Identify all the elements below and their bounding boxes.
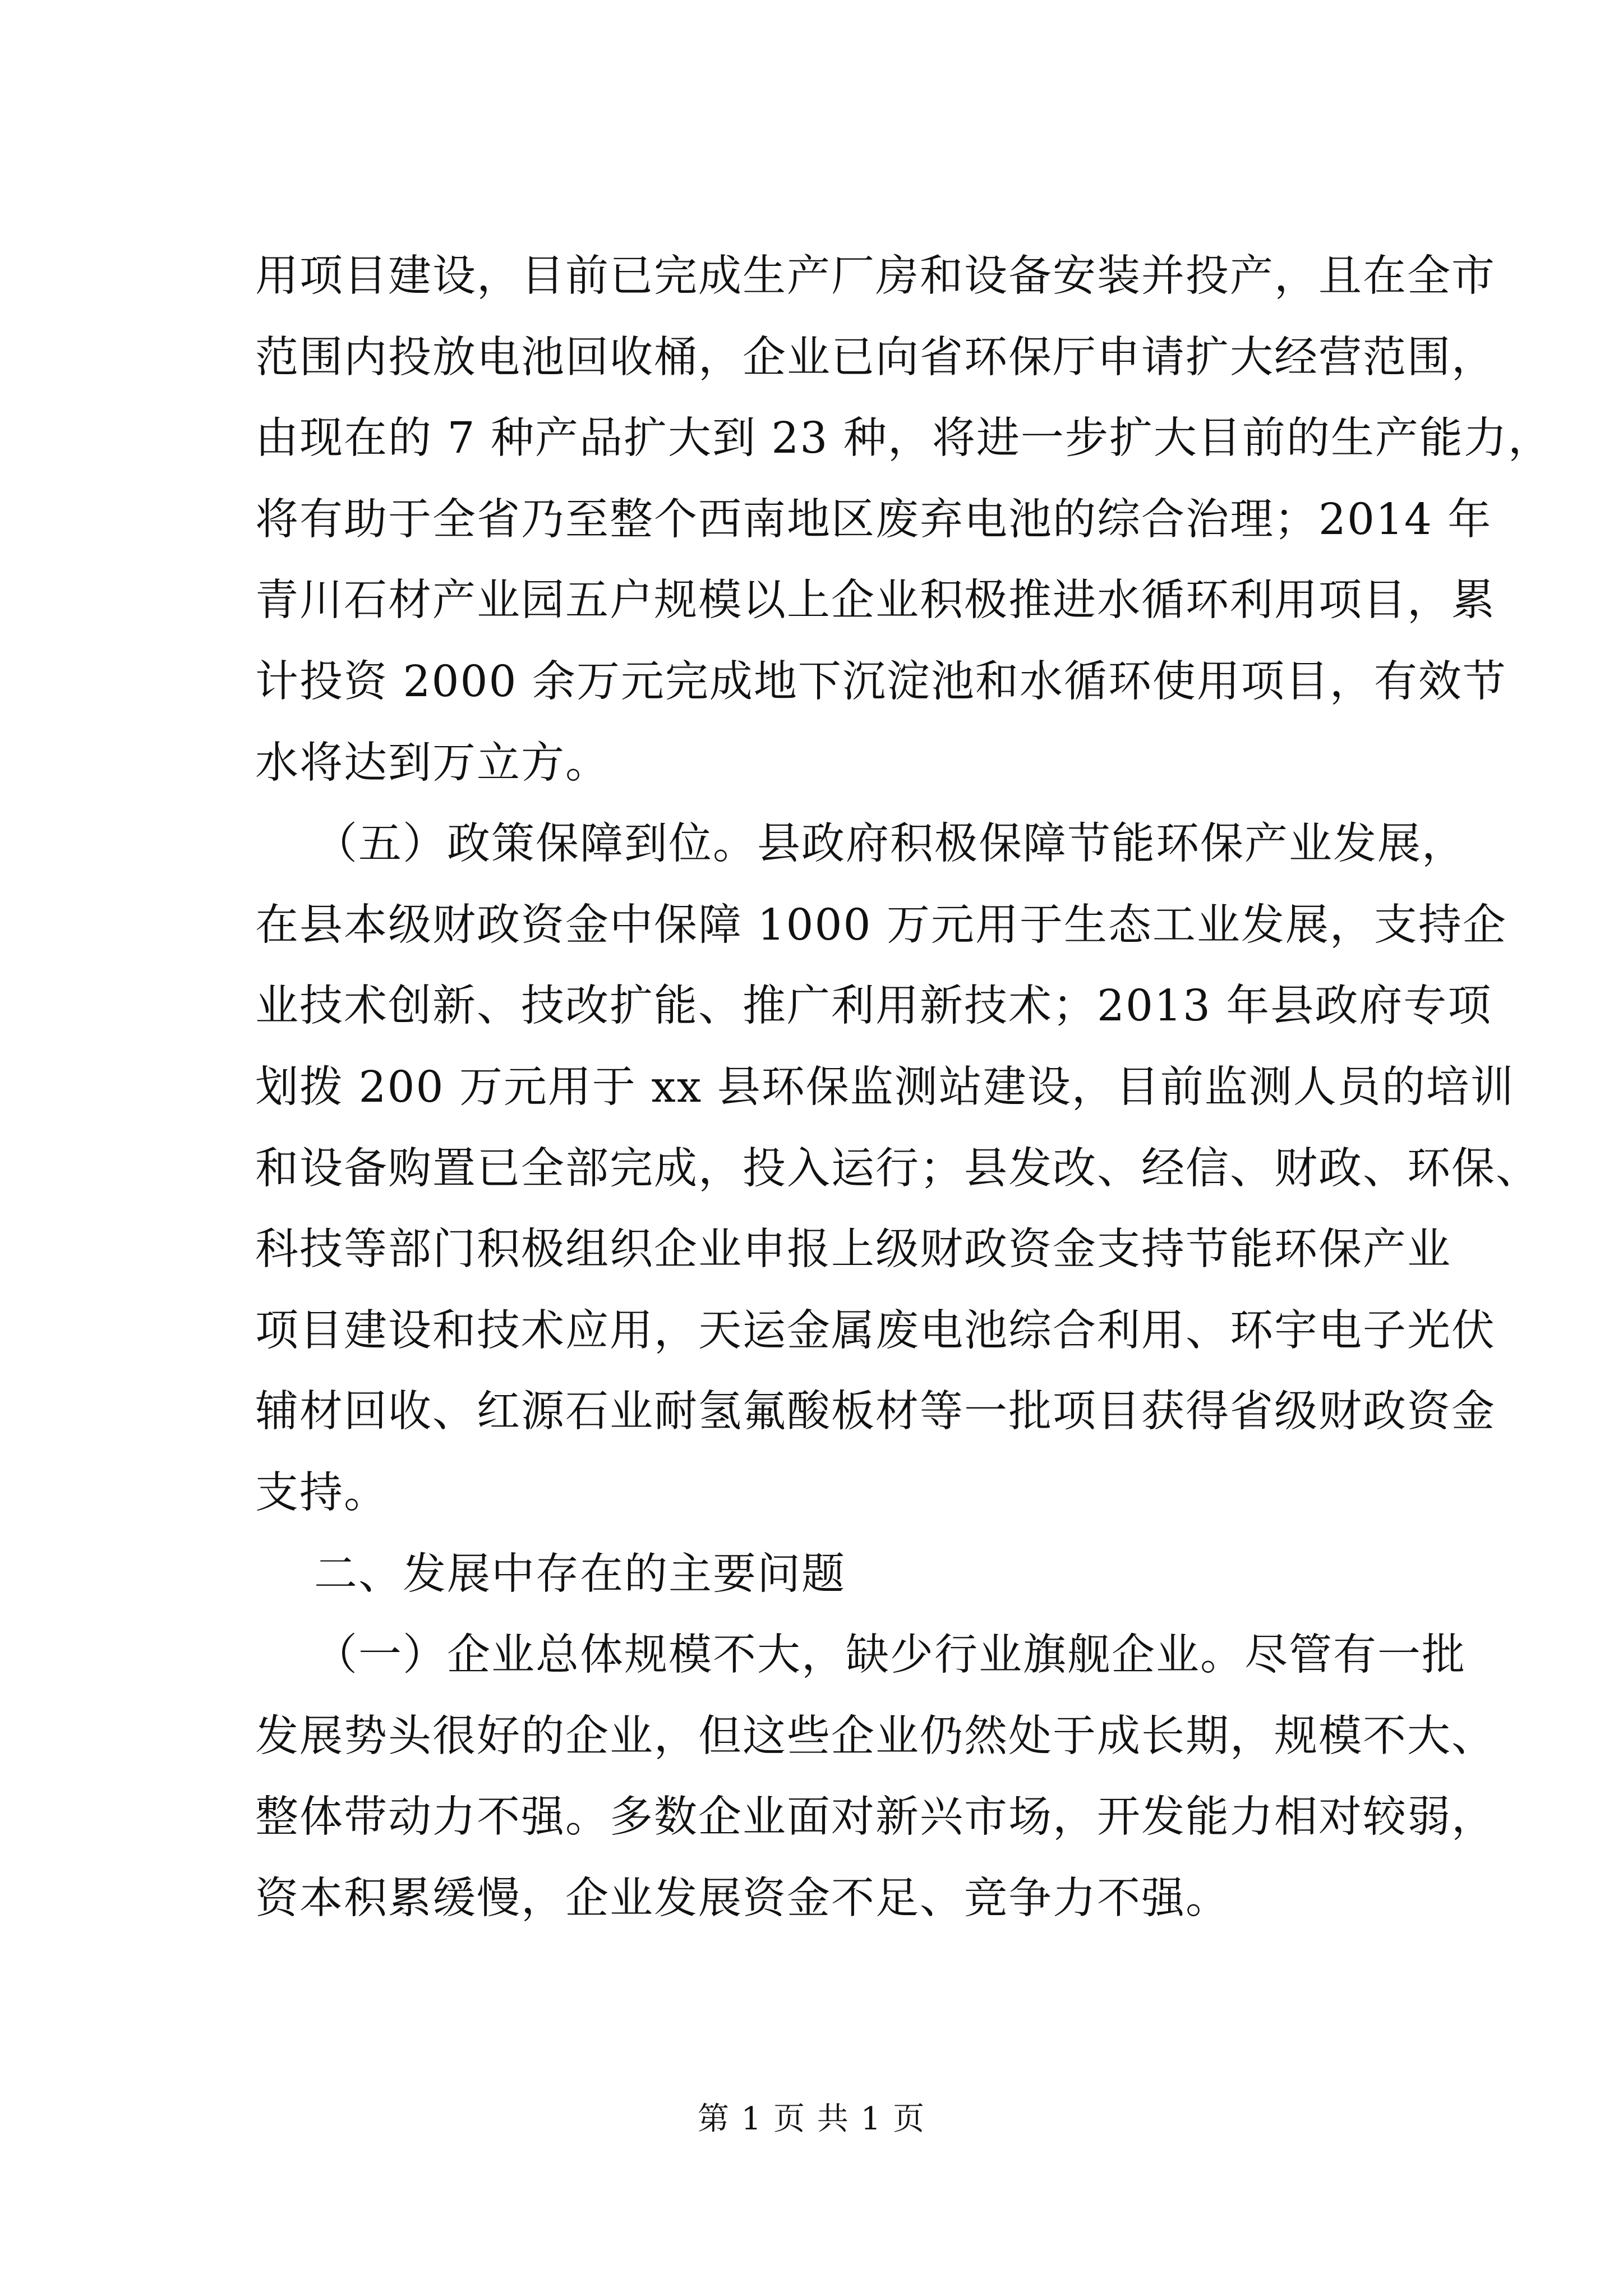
text-line: 由现在的 7 种产品扩大到 23 种，将进一步扩大目前的生产能力， [255,413,1552,464]
text-line: 资本积累缓慢，企业发展资金不足、竞争力不强。 [255,1874,1230,1924]
text-line: 划拨 200 万元用于 xx 县环保监测站建设，目前监测人员的培训 [255,1062,1515,1112]
page-footer: 第 1 页 共 1 页 [697,2101,926,2137]
text-line: 范围内投放电池回收桶，企业已向省环保厅申请扩大经营范围， [255,332,1496,383]
text-line: 计投资 2000 余万元完成地下沉淀池和水循环使用项目，有效节 [255,657,1507,707]
text-line: 辅材回收、红源石业耐氢氟酸板材等一批项目获得省级财政资金 [255,1387,1496,1437]
text-line: 支持。 [255,1468,388,1518]
text-line: 科技等部门积极组织企业申报上级财政资金支持节能环保产业 [255,1225,1451,1275]
text-line: 发展势头很好的企业，但这些企业仍然处于成长期，规模不大、 [255,1711,1496,1761]
text-line: 和设备购置已全部完成，投入运行；县发改、经信、财政、环保、 [255,1143,1540,1194]
text-line: 青川石材产业园五户规模以上企业积极推进水循环利用项目，累 [255,576,1496,626]
text-line: 将有助于全省乃至整个西南地区废弃电池的综合治理；2014 年 [255,494,1492,545]
text-line: 水将达到万立方。 [255,738,610,788]
text-line: （五）政策保障到位。县政府积极保障节能环保产业发展， [314,819,1466,869]
text-line: 二、发展中存在的主要问题 [314,1549,846,1599]
text-line: 整体带动力不强。多数企业面对新兴市场，开发能力相对较弱， [255,1792,1496,1843]
text-line: （一）企业总体规模不大，缺少行业旗舰企业。尽管有一批 [314,1630,1466,1681]
text-line: 项目建设和技术应用，天运金属废电池综合利用、环宇电子光伏 [255,1305,1496,1356]
text-line: 在县本级财政资金中保障 1000 万元用于生态工业发展，支持企 [255,900,1507,950]
text-line: 业技术创新、技改扩能、推广利用新技术；2013 年县政府专项 [255,981,1492,1032]
text-line: 用项目建设，目前已完成生产厂房和设备安装并投产，且在全市 [255,251,1496,301]
